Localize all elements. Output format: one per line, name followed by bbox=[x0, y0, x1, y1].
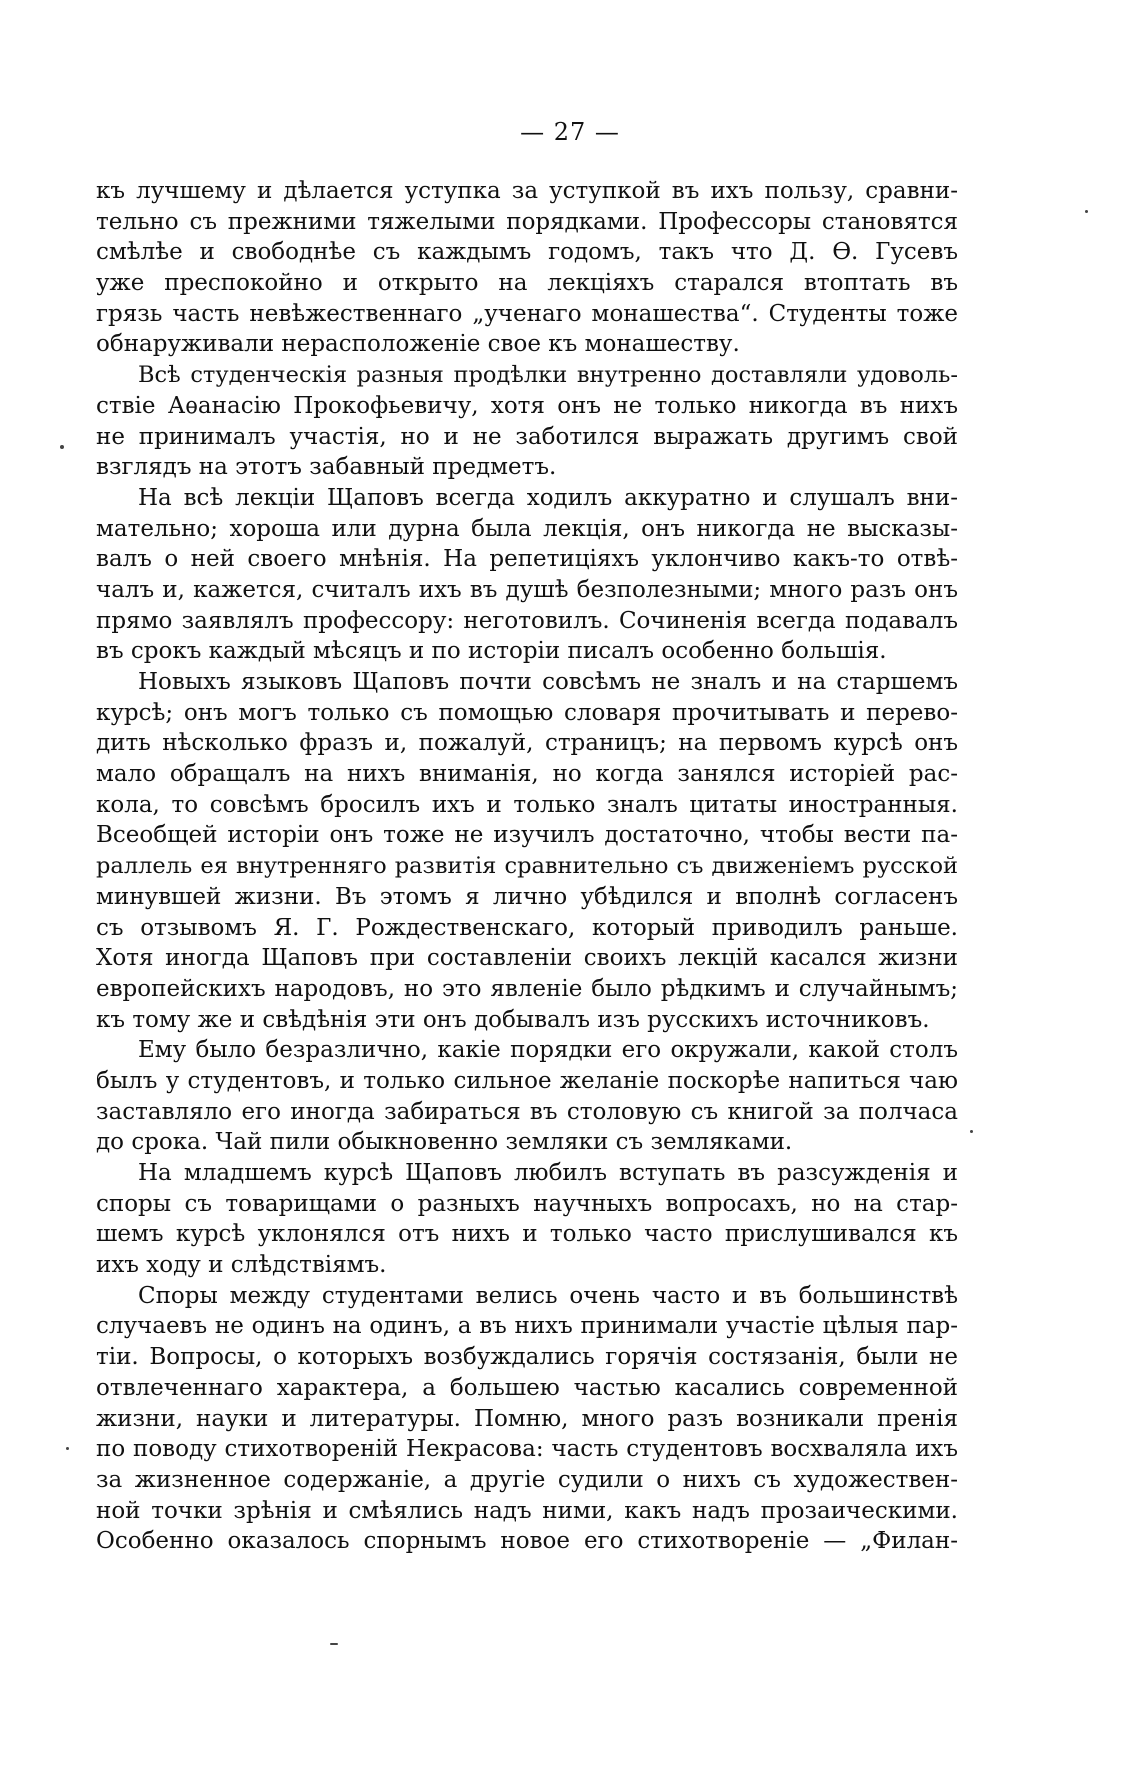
body-text bbox=[96, 176, 958, 1557]
text-line: былъ у студентовъ, и только сильное желаніе поскорѣе напиться чаю bbox=[96, 1067, 958, 1094]
text-line: тельно съ прежними тяжелыми порядками. Профессоры становятся bbox=[96, 208, 958, 235]
text-line: грязь часть невѣжественнаго „ученаго монашества“. Студенты тоже bbox=[96, 300, 958, 327]
text-line: кола, то совсѣмъ бросилъ ихъ и только зналъ цитаты иностранныя. bbox=[96, 791, 958, 818]
text-line: до срока. Чай пили обыкновенно земляки съ земляками. bbox=[96, 1129, 793, 1156]
text-line: къ тому же и свѣдѣнія эти онъ добывалъ изъ русскихъ источниковъ. bbox=[96, 1006, 930, 1033]
scan-speck bbox=[1085, 210, 1088, 213]
text-line: жизни, науки и литературы. Помню, много разъ возникали пренія bbox=[96, 1405, 958, 1432]
text-line: обнаруживали нерасположеніе свое къ монашеству. bbox=[96, 331, 740, 358]
scan-speck bbox=[66, 1447, 69, 1450]
text-line: Новыхъ языковъ Щаповъ почти совсѣмъ не зналъ и на старшемъ bbox=[138, 669, 958, 695]
text-line: прямо заявлялъ профессору: неготовилъ. Сочиненія всегда подавалъ bbox=[96, 607, 958, 634]
text-line: отвлеченнаго характера, а большею частью касались современной bbox=[96, 1374, 958, 1401]
text-line: тіи. Вопросы, о которыхъ возбуждались горячія состязанія, были не bbox=[96, 1344, 958, 1371]
text-line: Особенно оказалось спорнымъ новое его стихотвореніе — „Филан- bbox=[96, 1528, 958, 1555]
page-number: — 27 — bbox=[520, 118, 620, 146]
text-line: къ лучшему и дѣлается уступка за уступкой въ ихъ пользу, сравни- bbox=[96, 178, 958, 204]
scan-speck bbox=[60, 445, 64, 449]
text-line: за жизненное содержаніе, а другіе судили о нихъ съ художествен- bbox=[96, 1466, 958, 1493]
text-line: ной точки зрѣнія и смѣялись надъ ними, какъ надъ прозаическими. bbox=[96, 1497, 958, 1524]
text-line: не принималъ участія, но и не заботился выражать другимъ свой bbox=[96, 423, 958, 450]
text-line: минувшей жизни. Въ этомъ я лично убѣдился и вполнѣ согласенъ bbox=[96, 883, 958, 910]
text-line: европейскихъ народовъ, но это явленіе было рѣдкимъ и случайнымъ; bbox=[96, 975, 958, 1002]
text-line: въ срокъ каждый мѣсяцъ и по исторіи писалъ особенно большія. bbox=[96, 638, 887, 665]
text-line: ихъ ходу и слѣдствіямъ. bbox=[96, 1252, 387, 1279]
text-line: Всѣ студенческія разныя продѣлки внутренно доставляли удоволь- bbox=[138, 362, 958, 389]
text-line: случаевъ не одинъ на одинъ, а въ нихъ принимали участіе цѣлыя пар- bbox=[96, 1313, 958, 1340]
text-line: мало обращалъ на нихъ вниманія, но когда занялся исторіей рас- bbox=[96, 761, 958, 788]
text-line: заставляло его иногда забираться въ столовую съ книгой за полчаса bbox=[96, 1098, 958, 1125]
text-line: валъ о ней своего мнѣнія. На репетиціяхъ уклончиво какъ-то отвѣ- bbox=[96, 546, 958, 573]
text-line: мательно; хороша или дурна была лекція, онъ никогда не высказы- bbox=[96, 515, 958, 542]
scan-speck bbox=[330, 1643, 338, 1645]
text-line: раллель ея внутренняго развитія сравнительно съ движеніемъ русской bbox=[96, 853, 958, 880]
text-line: споры съ товарищами о разныхъ научныхъ вопросахъ, но на стар- bbox=[96, 1190, 958, 1217]
text-line: по поводу стихотвореній Некрасова: часть студентовъ восхваляла ихъ bbox=[96, 1436, 958, 1463]
text-line: смѣлѣе и свободнѣе съ каждымъ годомъ, такъ что Д. Ѳ. Гусевъ bbox=[96, 239, 958, 266]
text-line: взглядъ на этотъ забавный предметъ. bbox=[96, 454, 557, 481]
text-line: Хотя иногда Щаповъ при составленіи своихъ лекцій касался жизни bbox=[96, 945, 958, 972]
text-line: дить нѣсколько фразъ и, пожалуй, страницъ; на первомъ курсѣ онъ bbox=[96, 730, 958, 757]
text-line: чалъ и, кажется, считалъ ихъ въ душѣ безполезными; много разъ онъ bbox=[96, 576, 958, 603]
text-line: курсѣ; онъ могъ только съ помощью словаря прочитывать и перево- bbox=[96, 699, 958, 726]
text-line: уже преспокойно и открыто на лекціяхъ старался втоптать въ bbox=[96, 270, 958, 297]
text-line: ствіе Аѳанасію Прокофьевичу, хотя онъ не только никогда въ нихъ bbox=[96, 392, 958, 419]
text-line: Споры между студентами велись очень часто и въ большинствѣ bbox=[138, 1282, 958, 1309]
text-line: Всеобщей исторіи онъ тоже не изучилъ достаточно, чтобы вести па- bbox=[96, 822, 958, 849]
scan-speck bbox=[970, 1130, 973, 1133]
text-line: На младшемъ курсѣ Щаповъ любилъ вступать въ разсужденія и bbox=[138, 1160, 958, 1186]
text-line: шемъ курсѣ уклонялся отъ нихъ и только часто прислушивался къ bbox=[96, 1221, 958, 1248]
text-line: съ отзывомъ Я. Г. Рождественскаго, который приводилъ раньше. bbox=[96, 914, 958, 941]
text-line: На всѣ лекціи Щаповъ всегда ходилъ аккуратно и слушалъ вни- bbox=[138, 484, 958, 511]
text-line: Ему было безразлично, какіе порядки его окружали, какой столъ bbox=[138, 1037, 958, 1064]
